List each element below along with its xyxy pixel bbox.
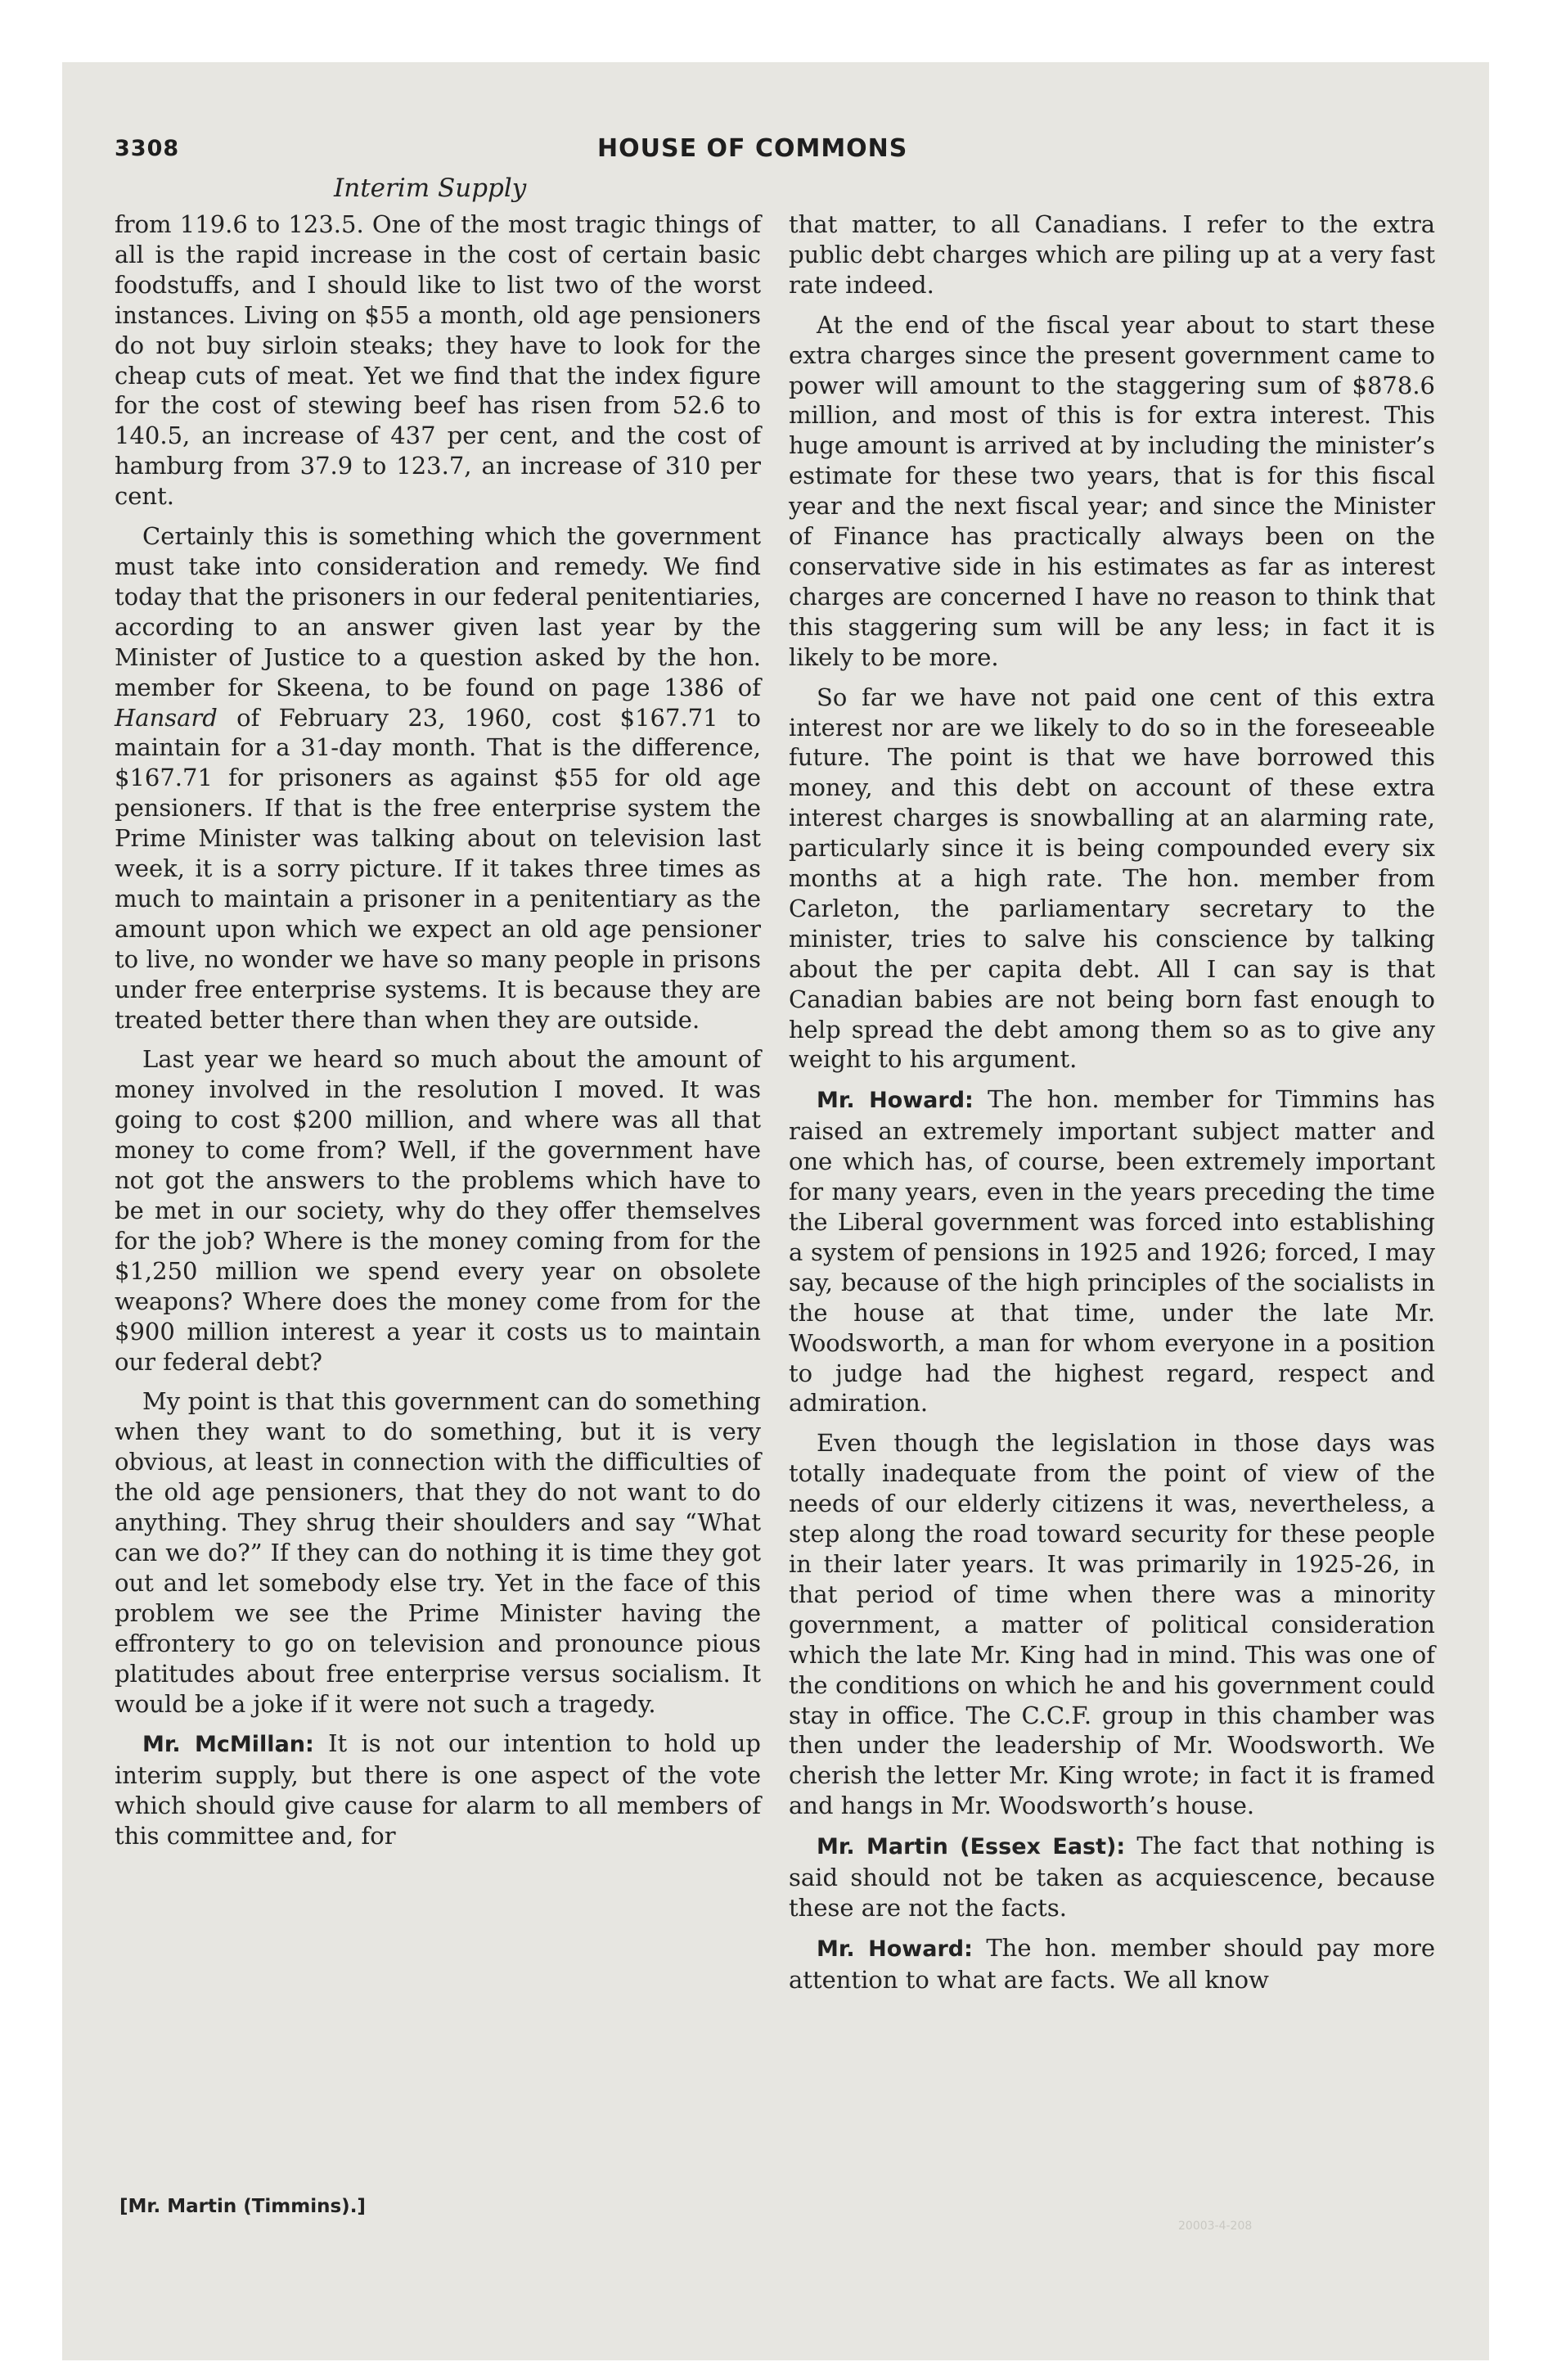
speaker-footnote: [Mr. Martin (Timmins).] <box>119 2196 366 2217</box>
paragraph <box>115 521 761 1034</box>
speech-paragraph <box>789 1933 1435 1995</box>
paragraph: At the end of the fiscal year about to start these extra charges since the present government came to power will amount to the staggering sum of $878.6 million, and most of this is for extra interest. This huge amount is arrived at by including the minister’s estimate for these two years, that is for this fiscal year and the next fiscal year; and since the Minister of Finance has practically always been on the conservative side in his estimates as far as interest charges are concerned I have no reason to think that this staggering sum will be any less; in fact it is likely to be more. <box>789 310 1435 671</box>
speech-paragraph <box>789 1831 1435 1923</box>
left-column <box>115 210 761 1861</box>
page-number: 3308 <box>115 136 180 161</box>
paragraph: My point is that this government can do something when they want to do something, but it is very obvious, at least in connection with the difficulties of the old age pensioners, that they do not want to do anything. They shrug their shoulders and say “What can we do?” If they can do nothing it is time they got out and let somebody else try. Yet in the face of this problem we see the Prime Minister having the effrontery to go on television and pronounce pious platitudes about free enterprise versus socialism. It would be a joke if it were not such a tragedy. <box>115 1387 761 1718</box>
paragraph-text: Certainly this is something which the government must take into consideration and remedy. We find today that the prisoners in our federal penitentiaries, according to an answer given last year by the Minister of Justice to a question asked by the hon. member for Skeena, to be found on page 1386 of <box>115 522 761 701</box>
paragraph: Last year we heard so much about the amount of money involved in the resolution I moved. It was going to cost $200 million, and where was all that money to come from? Well, if the government have not got the answers to the problems which have to be met in our society, why do they offer themselves for the job? Where is the money coming from for the $1,250 million we spend every year on obsolete weapons? Where does the money come from for the $900 million interest a year it costs us to maintain our federal debt? <box>115 1045 761 1376</box>
speaker-name: Mr. Howard: <box>817 1936 973 1962</box>
speech-paragraph <box>789 1084 1435 1418</box>
speech-paragraph <box>115 1729 761 1851</box>
speech-text: The hon. member should pay more attention to what are facts. We all know <box>789 1933 1435 1994</box>
paragraph: Even though the legislation in those days was totally inadequate from the point of view of the needs of our elderly citizens it was, nevertheless, a step along the road toward security for these people in their later years. It was primarily in 1925-26, in that period of time when there was a minority government, a matter of political consideration which the late Mr. King had in mind. This was one of the conditions on which he and his government could stay in office. The C.C.F. group in this chamber was then under the leadership of Mr. Woodsworth. We cherish the letter Mr. King wrote; in fact it is framed and hangs in Mr. Woodsworth’s house. <box>789 1429 1435 1820</box>
speaker-name: Mr. Martin (Essex East): <box>817 1834 1126 1860</box>
printer-stamp: 20003-4-208 <box>1178 2220 1253 2233</box>
paragraph: from 119.6 to 123.5. One of the most tragic things of all is the rapid increase in the cost of certain basic foodstuffs, and I should like to list two of the worst instances. Living on $55 a month, old age pensioners do not buy sirloin steaks; they have to look for the cheap cuts of meat. Yet we find that the index figure for the cost of stewing beef has risen from 52.6 to 140.5, an increase of 437 per cent, and the cost of hamburg from 37.9 to 123.7, an increase of 310 per cent. <box>115 210 761 511</box>
page-title: HOUSE OF COMMONS <box>597 134 908 163</box>
speech-text: It is not our intention to hold up interim supply, but there is one aspect of the vote which should give cause for alarm to all members of this committee and, for <box>115 1729 761 1850</box>
right-column <box>789 210 1435 2005</box>
speech-text: The hon. member for Timmins has raised an extremely important subject matter and one which has, of course, been extremely important for many years, even in the years preceding the time the Liberal government was forced into establishing a system of pensions in 1925 and 1926; forced, I may say, because of the high principles of the socialists in the house at that time, under the late Mr. Woodsworth, a man for whom everyone in a position to judge had the highest regard, respect and admiration. <box>789 1085 1435 1418</box>
paragraph: that matter, to all Canadians. I refer to the extra public debt charges which are piling up at a very fast rate indeed. <box>789 210 1435 299</box>
paragraph-text: of February 23, 1960, cost $167.71 to maintain for a 31-day month. That is the difference, $167.71 for prisoners as against $55 for old age pensioners. If that is the free enterprise system the Prime Minister was talking about on television last week, it is a sorry picture. If it takes three times as much to maintain a prisoner in a penitentiary as the amount upon which we expect an old age pensioner to live, no wonder we have so many people in prisons under free enterprise systems. It is because they are treated better there than when they are outside. <box>115 703 761 1034</box>
speaker-name: Mr. Howard: <box>817 1088 974 1114</box>
publication-name: Hansard <box>115 703 218 732</box>
paragraph: So far we have not paid one cent of this extra interest nor are we likely to do so in the foreseeable future. The point is that we have borrowed this money, and this debt on account of these extra interest charges is snowballing at an alarming rate, particularly since it is being compounded every six months at a high rate. The hon. member from Carleton, the parliamentary secretary to the minister, tries to salve his conscience by talking about the per capita debt. All I can say is that Canadian babies are not being born fast enough to help spread the debt among them so as to give any weight to his argument. <box>789 683 1435 1074</box>
speaker-name: Mr. McMillan: <box>142 1732 314 1758</box>
section-subtitle: Interim Supply <box>334 174 527 203</box>
speech-text: The fact that nothing is said should not be taken as acquiescence, because these are not the facts. <box>789 1832 1435 1922</box>
